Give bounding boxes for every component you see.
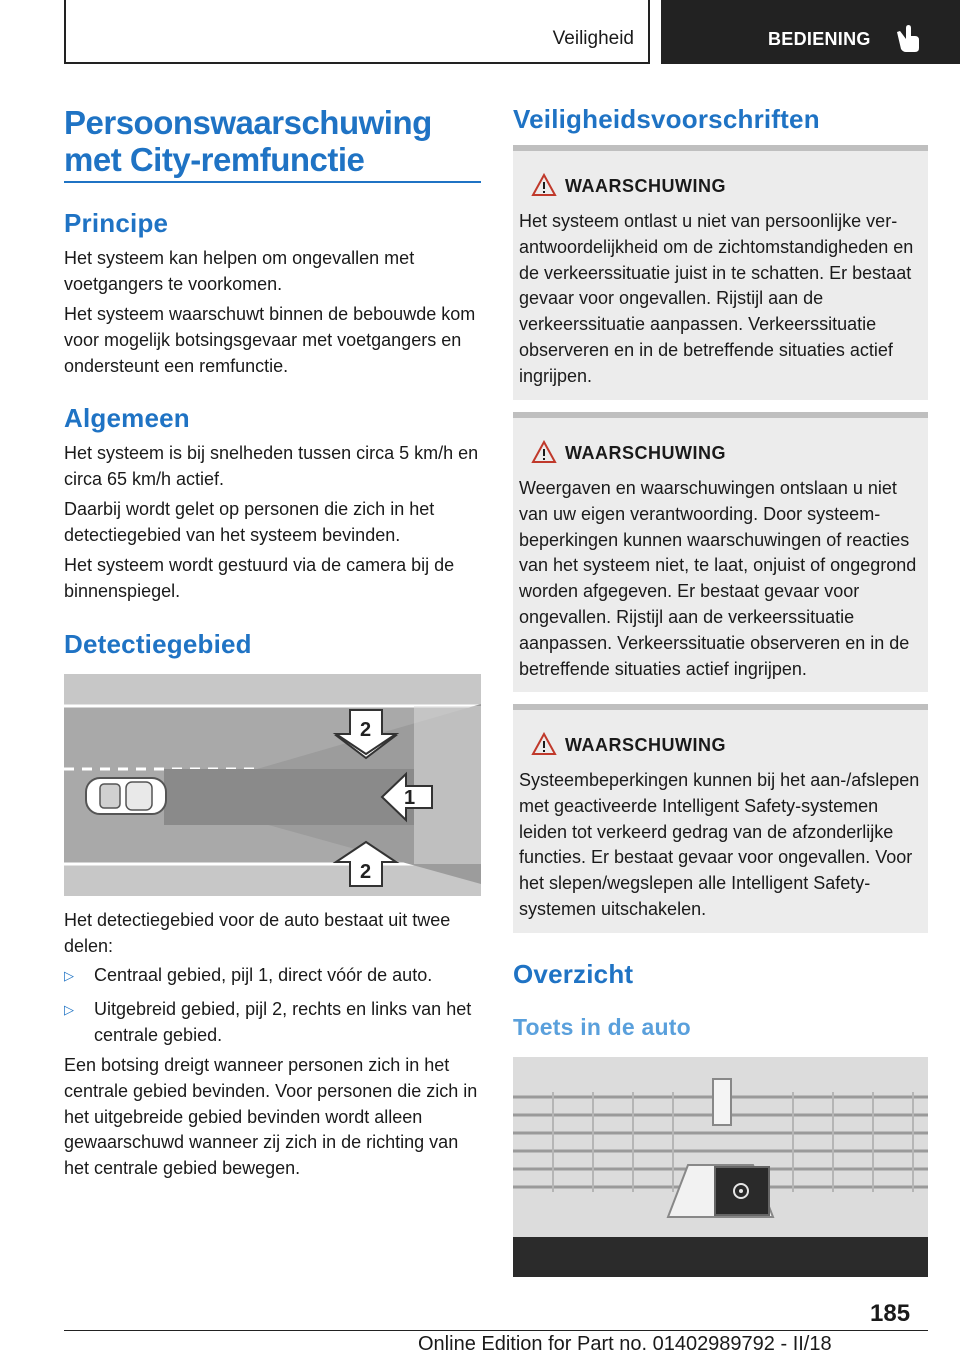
heading-overzicht: Overzicht — [513, 959, 634, 989]
list-item — [64, 997, 481, 1049]
title-divider — [64, 181, 481, 183]
detection-area-illustration — [64, 674, 481, 896]
arrow-2-top-label: 2 — [360, 719, 372, 741]
car-button-photo — [513, 1057, 928, 1277]
footer-edition: Online Edition for Part no. 01402989792 - II/18 — [418, 1333, 832, 1355]
page-number: 185 — [870, 1300, 911, 1327]
pointing-hand-icon — [893, 22, 921, 54]
algemeen-paragraph-2: Daarbij wordt gelet op personen die zich in het detectiegebied van het systeem bevinden. — [64, 499, 435, 545]
heading-principe: Principe — [64, 208, 169, 238]
heading-detectiegebied: Detectiegebied — [64, 629, 252, 659]
warning-box-2 — [513, 412, 928, 692]
header-section-label: Veiligheid — [552, 28, 634, 49]
arrow-1-label: 1 — [404, 787, 416, 809]
principe-paragraph-1: Het systeem kan helpen om ongevallen met voetgangers te voorkomen. — [64, 248, 415, 294]
warning-box-3 — [513, 704, 928, 933]
warning-text: Het systeem ontlast u niet van persoonlijke verantwoordelijkheid om de zichtomstandigheden en de verkeerssituatie juist in te schatten. Er bestaat gevaar voor ongevallen. Rijstijl aan de verkeerssituatie aanpassen. Verkeerssituatie observeren en in de betreffende situaties actief ingrijpen. — [519, 211, 914, 386]
warning-triangle-icon — [531, 732, 557, 756]
warning-label: WAARSCHUWING — [565, 443, 726, 463]
detectie-paragraph-1: Het detectiegebied voor de auto bestaat uit twee delen: — [64, 910, 451, 956]
warning-box-1 — [513, 145, 928, 400]
warning-label: WAARSCHUWING — [565, 176, 726, 196]
header-section-tab — [64, 0, 650, 64]
bullet-triangle-icon: ▷ — [64, 968, 74, 983]
car-grille-illustration — [513, 1057, 928, 1277]
footer-divider — [64, 1330, 928, 1331]
algemeen-paragraph-1: Het systeem is bij snelheden tussen circa 5 km/h en circa 65 km/h actief. — [64, 443, 479, 489]
page-title — [64, 104, 481, 178]
principe-paragraph-2: Het systeem waarschuwt binnen de bebouwde kom voor mogelijk botsingsgevaar met voetgangers en ondersteunt een remfunctie. — [64, 304, 476, 376]
detectie-paragraph-2: Een botsing dreigt wanneer personen zich in het centrale gebied bevinden. Voor personen die zich in het uitgebreide gebied bevinden wordt alleen gewaarschuwd wanneer zij zich in de richting van het centrale gebied bewegen. — [64, 1055, 478, 1179]
heading-algemeen: Algemeen — [64, 403, 190, 433]
heading-veiligheidsvoorschriften: Veiligheidsvoorschriften — [513, 104, 820, 134]
algemeen-paragraph-3: Het systeem wordt gestuurd via de camera bij de binnenspiegel. — [64, 555, 455, 601]
header-chapter-label: BEDIENING — [768, 29, 871, 49]
list-item-text: Centraal gebied, pijl 1, direct vóór de auto. — [94, 965, 433, 985]
detection-area-diagram — [64, 674, 481, 896]
car-icon — [86, 778, 166, 814]
warning-triangle-icon — [531, 173, 557, 197]
page-title-line1: Persoonswaarschuwing — [64, 104, 432, 141]
heading-toets-in-de-auto: Toets in de auto — [513, 1014, 691, 1040]
arrow-2-bottom-label: 2 — [360, 861, 372, 883]
header-chapter-tab — [661, 0, 960, 64]
warning-text: Weergaven en waarschuwingen ontslaan u niet van uw eigen verantwoording. Door systeembeperkingen kunnen waarschuwingen of reacties van het systeem niet, te laat, onjuist of ongegrond worden afgegeven. Er bestaat gevaar voor ongevallen. Rijstijl aan de verkeerssituatie aanpassen. Verkeerssituatie observeren en in de betreffende situaties actief ingrijpen. — [519, 478, 917, 679]
page-title-line2: met City-remfunctie — [64, 141, 365, 178]
warning-triangle-icon — [531, 440, 557, 464]
list-item — [64, 963, 481, 989]
warning-text: Systeembeperkingen kunnen bij het aan-/afslepen met geactiveerde Intelligent Safety-systemen leiden tot verkeerd gedrag van de afzonderlijke functies. Er bestaat gevaar voor ongevallen. Voor het slepen/wegslepen alle Intelligent Safety-systemen uitschakelen. — [519, 770, 920, 919]
bullet-triangle-icon: ▷ — [64, 1002, 74, 1017]
list-item-text: Uitgebreid gebied, pijl 2, rechts en links van het centrale gebied. — [94, 999, 472, 1045]
warning-label: WAARSCHUWING — [565, 735, 726, 755]
